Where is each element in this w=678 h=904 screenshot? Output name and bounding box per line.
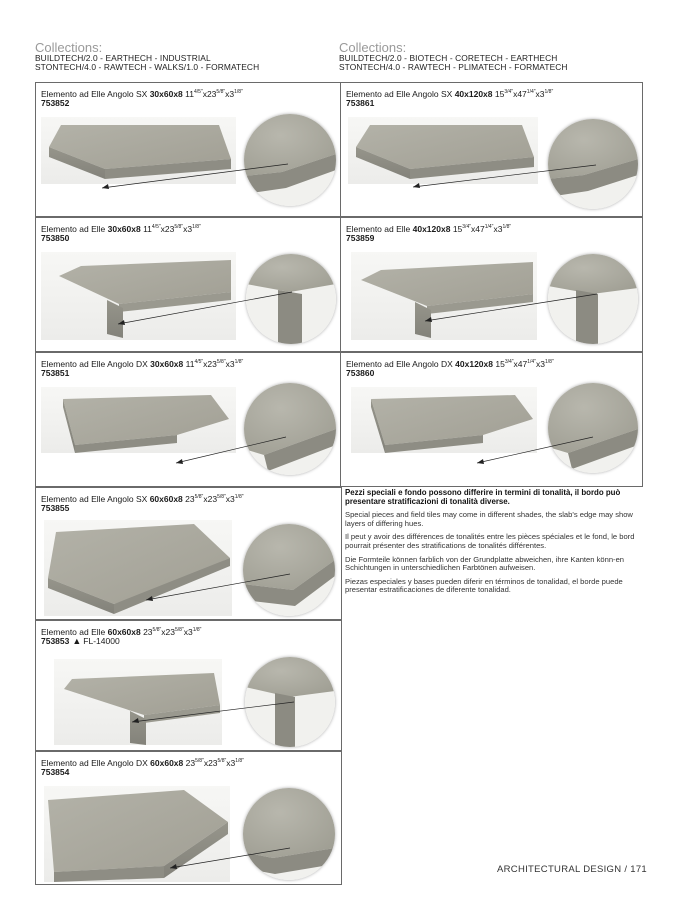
product-name: Elemento ad Elle 30x60x8 $11^{4/5"}x23^{5/8"}x3^{1/8"}$ [41,224,201,234]
tile-photo [351,252,537,340]
tile-photo [351,387,537,453]
zoom-detail-circle [548,383,638,473]
collections-line: STONTECH/4.0 - RAWTECH - PLIMATECH - FORMATECH [339,62,568,72]
collections-header-left [35,41,259,72]
note-spanish: Piezas especiales y bases pueden diferir en términos de tonalidad, el borde puede presentar estratificaciones de diferente tonalidad. [345,576,623,595]
tile-photo [41,117,236,184]
collections-line: STONTECH/4.0 - RAWTECH - WALKS/1.0 - FORMATECH [35,62,260,72]
product-name: Elemento ad Elle Angolo SX 30x60x8 $11^{4/5"}x23^{5/8"}x3^{1/8"}$ [41,89,243,99]
product-code: 753855 [41,503,70,513]
product-name: Elemento ad Elle Angolo SX 40x120x8 $15^{3/4"}x47^{1/4"}x3^{1/8"}$ [346,89,554,99]
page-footer: ARCHITECTURAL DESIGN / 171 [497,864,647,875]
product-card [35,352,342,487]
note-english: Special pieces and field tiles may come in different shades, the slab's edge may show layers of differing hues. [345,510,633,528]
zoom-detail-circle [243,524,335,616]
zoom-detail-circle [244,114,336,206]
product-name: Elemento ad Elle Angolo DX 40x120x8 $15^{3/4"}x47^{1/4"}x3^{1/8"}$ [346,359,554,369]
collections-header-right [339,41,568,72]
collections-line: BUILDTECH/2.0 - EARTHECH - INDUSTRIAL [35,53,211,63]
note-french: Il peut y avoir des différences de tonalités entre les pièces spéciales et le fond, le bord pourrait présenter des stratifications de tonalités différentes. [345,532,635,550]
product-name: Elemento ad Elle 40x120x8 $15^{3/4"}x47^{1/4"}x3^{1/8"}$ [346,224,512,234]
product-card [340,82,643,217]
warning-triangle-icon: ▲ [72,636,82,646]
note-italian: Pezzi speciali e fondo possono differire in termini di tonalità, il bordo può presentare stratificazioni di tonalità diverse. [345,488,621,506]
tile-photo [41,387,236,453]
product-name: Elemento ad Elle Angolo SX 60x60x8 $23^{5/8"}x23^{5/8"}x3^{1/8"}$ [41,494,244,504]
product-card [340,352,643,487]
product-code: 753853 ▲ FL-14000 [41,636,120,646]
collections-line: BUILDTECH/2.0 - BIOTECH - CORETECH - EARTHECH [339,53,558,63]
product-name: Elemento ad Elle Angolo DX 30x60x8 $11^{4/5"}x23^{5/8"}x3^{1/8"}$ [41,359,244,369]
product-name: Elemento ad Elle Angolo DX 60x60x8 $23^{5/8"}x23^{5/8"}x3^{1/8"}$ [41,758,244,768]
tile-photo [348,117,538,184]
product-card [35,487,342,620]
product-card [340,217,643,352]
product-code: 753851 [41,368,70,378]
product-name: Elemento ad Elle 60x60x8 $23^{5/8"}x23^{5/8"}x3^{1/8"}$ [41,627,202,637]
product-code: 753852 [41,98,70,108]
product-card [35,82,342,217]
collections-title: Collections: [35,40,103,55]
zoom-detail-circle [244,383,336,475]
zoom-detail-circle [548,119,638,209]
tile-photo [54,659,222,745]
zoom-detail-circle [245,657,335,747]
collections-title: Collections: [339,40,407,55]
tile-photo [44,520,232,616]
product-card [35,751,342,885]
product-code: 753859 [346,233,375,243]
zoom-detail-circle [243,788,335,880]
notes-block [345,489,637,600]
product-code: 753860 [346,368,375,378]
zoom-detail-circle [548,254,638,344]
tile-photo [41,252,236,340]
product-code: 753850 [41,233,70,243]
product-code: 753854 [41,767,70,777]
product-ref: FL-14000 [83,636,120,646]
note-german: Die Formteile können farblich von der Grundplatte abweichen, ihre Kanten könn-en Schichtungen in unterschiedlichen Farbtönen aufweisen. [345,554,625,573]
tile-photo [44,786,230,882]
product-card [35,620,342,751]
zoom-detail-circle [246,254,336,344]
product-code: 753861 [346,98,375,108]
product-card [35,217,342,352]
